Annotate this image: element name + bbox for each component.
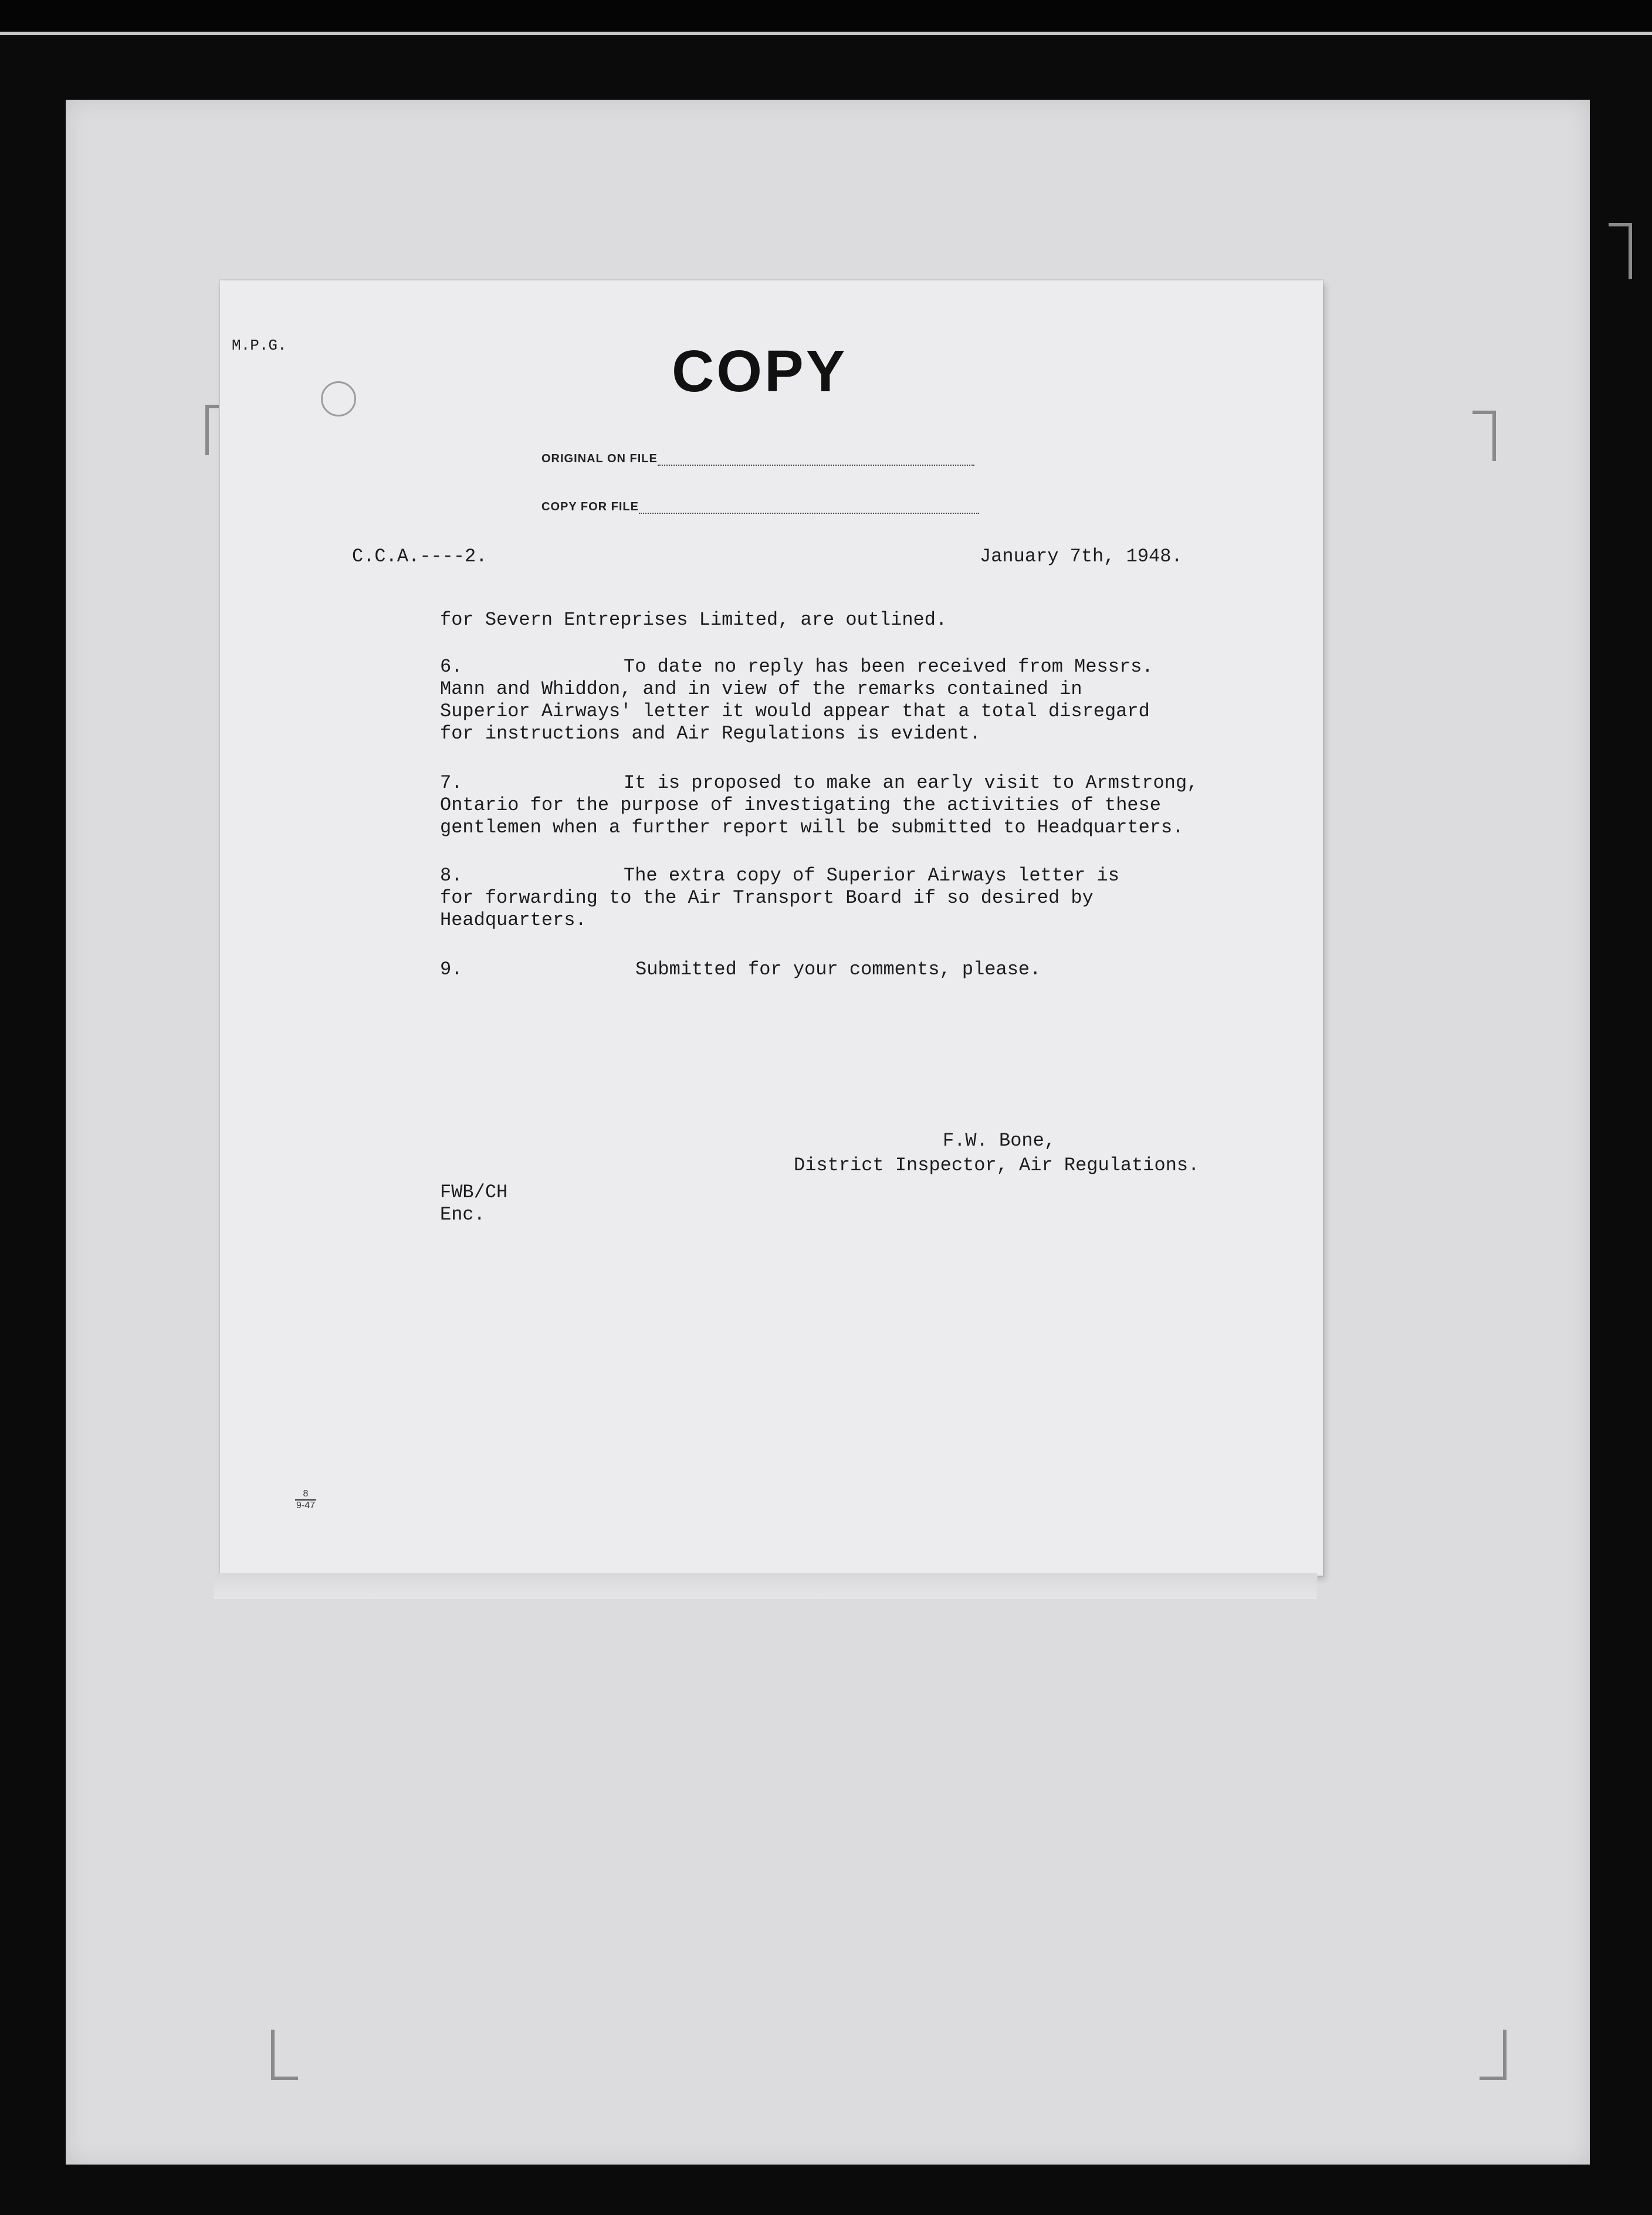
continuation-line: for Severn Entreprises Limited, are outlined.	[440, 609, 947, 631]
paragraph-number: 7.	[440, 772, 463, 794]
paragraph-line: It is proposed to make an early visit to Armstrong,	[624, 772, 1199, 794]
paragraph-line: To date no reply has been received from Messrs.	[624, 656, 1153, 678]
paragraph-line: Headquarters.	[440, 909, 587, 931]
paragraph-line: for instructions and Air Regulations is evident.	[440, 723, 981, 744]
paragraph-line: gentlemen when a further report will be submitted to Headquarters.	[440, 817, 1184, 838]
enclosure-note: Enc.	[440, 1204, 485, 1225]
form-number-top: 8	[295, 1489, 316, 1501]
paragraph-line: The extra copy of Superior Airways letter is	[624, 865, 1119, 886]
signatory-title: District Inspector, Air Regulations.	[794, 1154, 1200, 1176]
form-number	[295, 1489, 316, 1511]
punch-hole	[321, 381, 356, 416]
signatory-name: F.W. Bone,	[943, 1130, 1056, 1151]
paragraph-number: 9.	[440, 959, 463, 980]
crop-mark-lower-left	[271, 2030, 298, 2080]
copy-for-file-label: COPY FOR FILE	[541, 500, 639, 513]
header-initials: M.P.G.	[232, 337, 287, 354]
typist-initials: FWB/CH	[440, 1181, 508, 1203]
paragraph-number: 8.	[440, 865, 463, 886]
paragraph-line: for forwarding to the Air Transport Board if so desired by	[440, 887, 1094, 909]
paragraph-line: Submitted for your comments, please.	[635, 959, 1041, 980]
letter-date: January 7th, 1948.	[980, 546, 1183, 567]
crop-mark-lower-right	[1480, 2030, 1507, 2080]
copy-for-file-line	[541, 500, 979, 514]
copy-stamp-title: COPY	[672, 338, 848, 404]
page-curl	[214, 1573, 1318, 1599]
film-edge	[0, 32, 1652, 35]
paragraph-line: Ontario for the purpose of investigating the activities of these	[440, 794, 1161, 816]
form-number-bottom: 9-47	[296, 1501, 316, 1510]
original-on-file-line	[541, 452, 974, 466]
fill-line	[639, 513, 979, 514]
letter-page	[220, 280, 1323, 1576]
file-reference: C.C.A.----2.	[352, 546, 488, 567]
paragraph-number: 6.	[440, 656, 463, 678]
fill-line	[658, 465, 974, 466]
paragraph-line: Mann and Whiddon, and in view of the remarks contained in	[440, 678, 1082, 700]
original-on-file-label: ORIGINAL ON FILE	[541, 452, 658, 465]
crop-mark-upper-right	[1472, 411, 1496, 461]
paragraph-line: Superior Airways' letter it would appear that a total disregard	[440, 700, 1150, 722]
crop-mark-top-right	[1609, 223, 1632, 279]
film-top-strip	[0, 0, 1652, 35]
